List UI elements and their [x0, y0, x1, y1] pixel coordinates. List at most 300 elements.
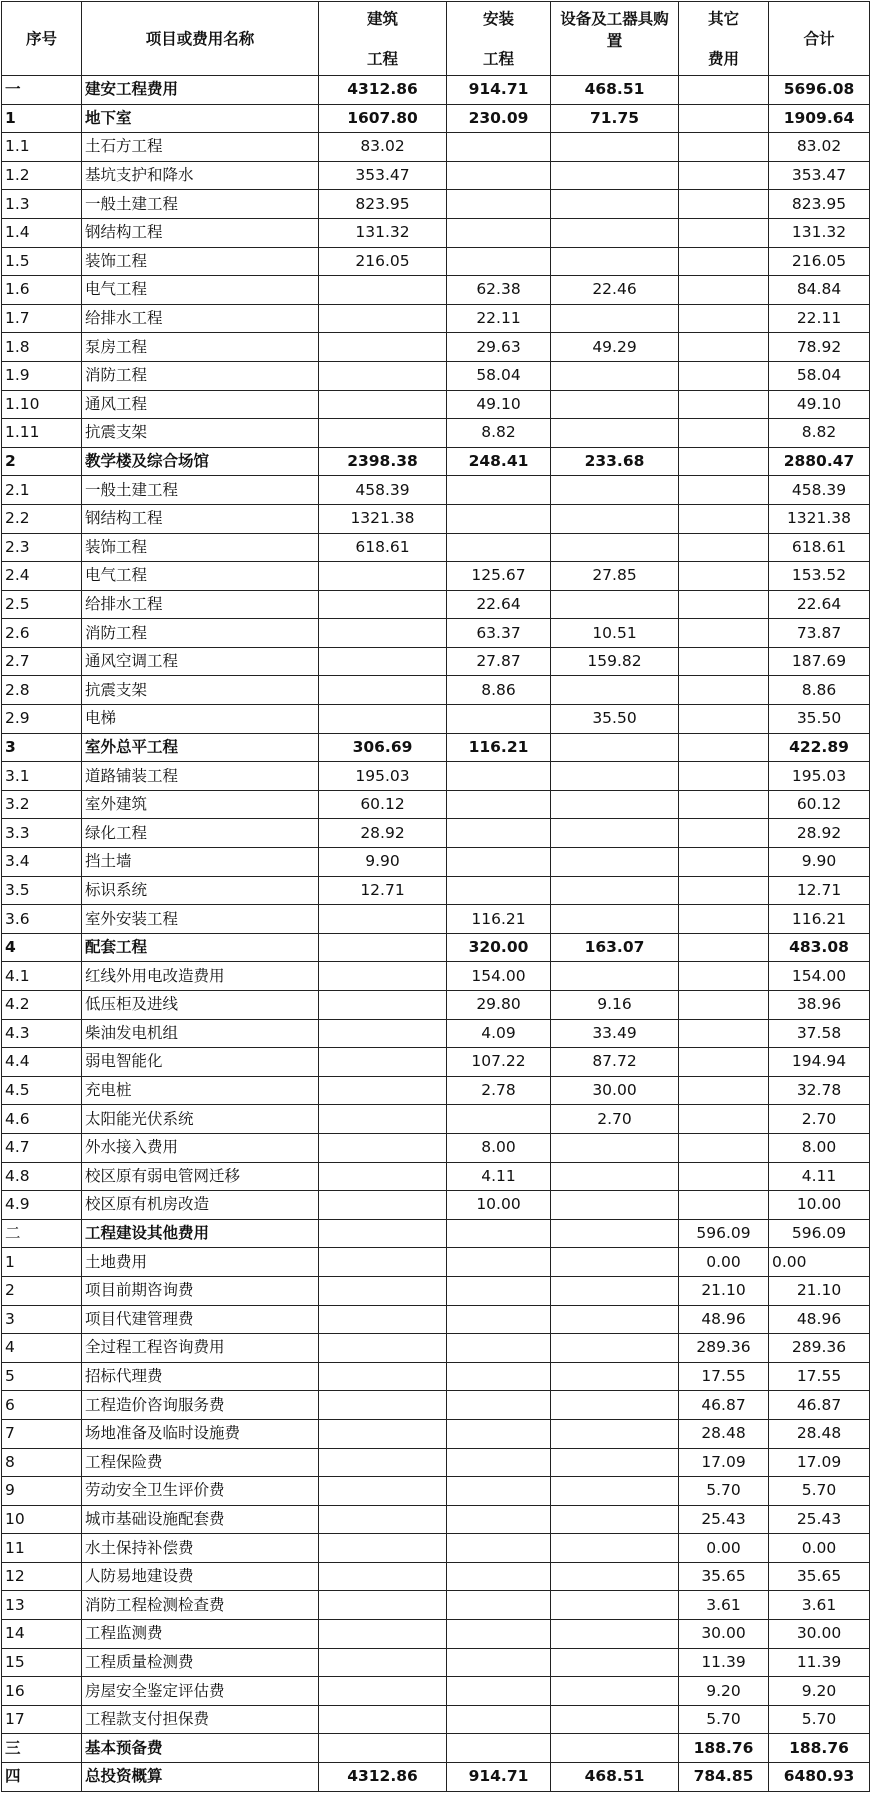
cell-building: [319, 647, 447, 676]
cell-equipment: 27.85: [551, 562, 679, 591]
cell-other: [679, 1162, 769, 1191]
cell-equipment: 468.51: [551, 76, 679, 105]
cell-name: 红线外用电改造费用: [82, 962, 319, 991]
header-no: 序号: [2, 2, 82, 76]
cell-building: [319, 1305, 447, 1334]
cell-other: [679, 905, 769, 934]
cell-install: [447, 1419, 551, 1448]
cell-install: [447, 705, 551, 734]
cell-building: [319, 676, 447, 705]
table-row: [2, 562, 870, 591]
cell-total: 17.09: [769, 1448, 870, 1477]
cell-no: 1.6: [2, 276, 82, 305]
cell-install: 8.86: [447, 676, 551, 705]
table-row: [2, 76, 870, 105]
header-building-top: 建筑: [366, 9, 398, 28]
cell-total: 823.95: [769, 190, 870, 219]
cell-building: [319, 333, 447, 362]
cell-other: [679, 762, 769, 791]
cell-total: 49.10: [769, 390, 870, 419]
table-row: [2, 361, 870, 390]
cell-total: 153.52: [769, 562, 870, 591]
cell-no: 3.6: [2, 905, 82, 934]
cell-other: 188.76: [679, 1734, 769, 1763]
cell-install: [447, 1534, 551, 1563]
table-row: [2, 304, 870, 333]
cell-name: 工程保险费: [82, 1448, 319, 1477]
cell-total: 84.84: [769, 276, 870, 305]
cell-equipment: [551, 790, 679, 819]
cell-building: [319, 361, 447, 390]
cell-install: [447, 762, 551, 791]
table-row: [2, 247, 870, 276]
cell-install: [447, 819, 551, 848]
cell-total: 83.02: [769, 133, 870, 162]
cell-name: 招标代理费: [82, 1362, 319, 1391]
table-row: [2, 533, 870, 562]
cell-install: [447, 504, 551, 533]
cell-total: 1909.64: [769, 104, 870, 133]
cell-building: [319, 276, 447, 305]
cell-other: [679, 304, 769, 333]
cell-equipment: [551, 1620, 679, 1649]
cell-equipment: [551, 733, 679, 762]
cell-install: 320.00: [447, 933, 551, 962]
cell-name: 土石方工程: [82, 133, 319, 162]
cell-install: [447, 1448, 551, 1477]
cell-name: 项目代建管理费: [82, 1305, 319, 1334]
cell-total: 8.00: [769, 1133, 870, 1162]
cell-name: 电梯: [82, 705, 319, 734]
cell-total: 131.32: [769, 218, 870, 247]
table-row: [2, 1191, 870, 1220]
cell-building: [319, 1048, 447, 1077]
cell-building: 306.69: [319, 733, 447, 762]
cell-total: 8.86: [769, 676, 870, 705]
cell-no: 13: [2, 1591, 82, 1620]
cell-no: 一: [2, 76, 82, 105]
cell-equipment: 35.50: [551, 705, 679, 734]
cell-other: 30.00: [679, 1620, 769, 1649]
cell-name: 泵房工程: [82, 333, 319, 362]
cell-install: [447, 1677, 551, 1706]
cell-total: 5.70: [769, 1705, 870, 1734]
cell-no: 1.11: [2, 419, 82, 448]
cell-total: 8.82: [769, 419, 870, 448]
cell-name: 抗震支架: [82, 676, 319, 705]
cell-other: 3.61: [679, 1591, 769, 1620]
table-row: [2, 190, 870, 219]
cell-building: [319, 562, 447, 591]
cell-other: 25.43: [679, 1505, 769, 1534]
cell-equipment: 10.51: [551, 619, 679, 648]
cell-no: 4.2: [2, 991, 82, 1020]
table-row: [2, 1505, 870, 1534]
cell-name: 工程建设其他费用: [82, 1219, 319, 1248]
cell-no: 11: [2, 1534, 82, 1563]
cell-name: 房屋安全鉴定评估费: [82, 1677, 319, 1706]
table-row: [2, 161, 870, 190]
cell-other: [679, 390, 769, 419]
cell-name: 挡土墙: [82, 848, 319, 877]
cell-no: 2.8: [2, 676, 82, 705]
cell-building: [319, 304, 447, 333]
table-row: [2, 1276, 870, 1305]
cell-no: 10: [2, 1505, 82, 1534]
cell-name: 一般土建工程: [82, 476, 319, 505]
cell-building: 618.61: [319, 533, 447, 562]
table-row: [2, 133, 870, 162]
cell-equipment: [551, 161, 679, 190]
table-row: [2, 1734, 870, 1763]
cell-building: 60.12: [319, 790, 447, 819]
cell-building: 195.03: [319, 762, 447, 791]
cell-other: [679, 819, 769, 848]
cell-install: 116.21: [447, 733, 551, 762]
table-row: [2, 1334, 870, 1363]
cell-no: 1.1: [2, 133, 82, 162]
cell-equipment: 233.68: [551, 447, 679, 476]
cell-other: [679, 533, 769, 562]
cell-total: 2880.47: [769, 447, 870, 476]
table-row: [2, 905, 870, 934]
cell-total: 58.04: [769, 361, 870, 390]
cell-install: [447, 1591, 551, 1620]
cell-building: [319, 1162, 447, 1191]
cell-equipment: [551, 476, 679, 505]
table-row: [2, 1591, 870, 1620]
cell-name: 电气工程: [82, 276, 319, 305]
table-row: [2, 933, 870, 962]
cell-no: 1.7: [2, 304, 82, 333]
cell-building: 83.02: [319, 133, 447, 162]
cell-no: 9: [2, 1477, 82, 1506]
investment-estimate-table: [1, 1, 870, 1792]
cell-name: 劳动安全卫生评价费: [82, 1477, 319, 1506]
cell-other: [679, 276, 769, 305]
header-row: [2, 2, 870, 76]
cell-install: [447, 476, 551, 505]
cell-equipment: [551, 304, 679, 333]
cell-equipment: [551, 1248, 679, 1277]
cell-install: 248.41: [447, 447, 551, 476]
cell-name: 土地费用: [82, 1248, 319, 1277]
cell-building: [319, 1391, 447, 1420]
cell-name: 道路铺装工程: [82, 762, 319, 791]
cell-install: [447, 1105, 551, 1134]
cell-building: 4312.86: [319, 76, 447, 105]
cell-no: 4.8: [2, 1162, 82, 1191]
cell-install: [447, 1305, 551, 1334]
cell-equipment: [551, 1276, 679, 1305]
cell-other: 28.48: [679, 1419, 769, 1448]
cell-install: [447, 247, 551, 276]
table-row: [2, 590, 870, 619]
cell-install: [447, 161, 551, 190]
cell-equipment: [551, 390, 679, 419]
cell-name: 城市基础设施配套费: [82, 1505, 319, 1534]
cell-equipment: [551, 1305, 679, 1334]
cell-no: 4.9: [2, 1191, 82, 1220]
cell-name: 一般土建工程: [82, 190, 319, 219]
cell-equipment: 468.51: [551, 1763, 679, 1792]
cell-no: 3.5: [2, 876, 82, 905]
cell-no: 1.4: [2, 218, 82, 247]
cell-equipment: [551, 504, 679, 533]
cell-other: [679, 76, 769, 105]
cell-building: [319, 1133, 447, 1162]
cell-name: 教学楼及综合场馆: [82, 447, 319, 476]
cell-name: 工程监测费: [82, 1620, 319, 1649]
cell-equipment: 22.46: [551, 276, 679, 305]
cell-equipment: [551, 361, 679, 390]
cell-building: [319, 1191, 447, 1220]
cell-other: 17.09: [679, 1448, 769, 1477]
cell-other: [679, 562, 769, 591]
cell-equipment: [551, 1133, 679, 1162]
cell-name: 地下室: [82, 104, 319, 133]
cell-total: 5696.08: [769, 76, 870, 105]
cell-equipment: [551, 218, 679, 247]
cell-no: 14: [2, 1620, 82, 1649]
cell-install: 2.78: [447, 1076, 551, 1105]
cell-name: 低压柜及进线: [82, 991, 319, 1020]
cell-other: [679, 590, 769, 619]
table-row: [2, 104, 870, 133]
cell-other: [679, 447, 769, 476]
cell-name: 装饰工程: [82, 247, 319, 276]
cell-name: 总投资概算: [82, 1763, 319, 1792]
cell-total: 216.05: [769, 247, 870, 276]
cell-building: [319, 1419, 447, 1448]
cell-building: [319, 590, 447, 619]
cell-no: 2.7: [2, 647, 82, 676]
cell-equipment: [551, 590, 679, 619]
cell-equipment: 2.70: [551, 1105, 679, 1134]
cell-equipment: [551, 1334, 679, 1363]
cell-other: [679, 848, 769, 877]
cell-name: 绿化工程: [82, 819, 319, 848]
cell-other: [679, 104, 769, 133]
cell-building: 2398.38: [319, 447, 447, 476]
cell-name: 配套工程: [82, 933, 319, 962]
cell-total: 32.78: [769, 1076, 870, 1105]
cell-install: 63.37: [447, 619, 551, 648]
table-row: [2, 1362, 870, 1391]
cell-equipment: [551, 1562, 679, 1591]
cell-name: 柴油发电机组: [82, 1019, 319, 1048]
cell-install: 914.71: [447, 76, 551, 105]
cell-name: 电气工程: [82, 562, 319, 591]
cell-equipment: [551, 1191, 679, 1220]
cell-other: [679, 876, 769, 905]
cell-name: 场地准备及临时设施费: [82, 1419, 319, 1448]
cell-no: 7: [2, 1419, 82, 1448]
table-row: [2, 1648, 870, 1677]
cell-equipment: 87.72: [551, 1048, 679, 1077]
cell-other: 5.70: [679, 1477, 769, 1506]
cell-name: 工程质量检测费: [82, 1648, 319, 1677]
cell-install: [447, 1276, 551, 1305]
cell-no: 2.3: [2, 533, 82, 562]
cell-name: 通风工程: [82, 390, 319, 419]
cell-building: 4312.86: [319, 1763, 447, 1792]
cell-total: 483.08: [769, 933, 870, 962]
cell-install: [447, 848, 551, 877]
cell-total: 187.69: [769, 647, 870, 676]
cell-equipment: [551, 1477, 679, 1506]
cell-install: 49.10: [447, 390, 551, 419]
cell-name: 钢结构工程: [82, 504, 319, 533]
cell-total: 78.92: [769, 333, 870, 362]
cell-other: [679, 647, 769, 676]
cell-building: [319, 1076, 447, 1105]
table-row: [2, 1419, 870, 1448]
cell-building: [319, 390, 447, 419]
table-header: [2, 2, 870, 76]
cell-equipment: [551, 1419, 679, 1448]
cell-equipment: [551, 1534, 679, 1563]
cell-building: [319, 962, 447, 991]
cell-name: 室外安装工程: [82, 905, 319, 934]
cell-install: [447, 1248, 551, 1277]
cell-name: 给排水工程: [82, 590, 319, 619]
cell-name: 钢结构工程: [82, 218, 319, 247]
cell-equipment: 159.82: [551, 647, 679, 676]
table-row: [2, 819, 870, 848]
header-total: 合计: [769, 2, 870, 76]
cell-install: [447, 1705, 551, 1734]
cell-total: 9.20: [769, 1677, 870, 1706]
header-install: [447, 2, 551, 76]
cell-equipment: [551, 962, 679, 991]
cell-name: 消防工程: [82, 619, 319, 648]
cell-no: 2.2: [2, 504, 82, 533]
cell-building: [319, 905, 447, 934]
cell-equipment: [551, 190, 679, 219]
cell-total: 0.00: [769, 1534, 870, 1563]
table-row: [2, 1705, 870, 1734]
table-row: [2, 1448, 870, 1477]
cell-name: 标识系统: [82, 876, 319, 905]
cell-name: 校区原有机房改造: [82, 1191, 319, 1220]
cell-total: 28.48: [769, 1419, 870, 1448]
cell-install: 27.87: [447, 647, 551, 676]
cell-other: 48.96: [679, 1305, 769, 1334]
cell-equipment: [551, 1734, 679, 1763]
cell-equipment: [551, 419, 679, 448]
cell-no: 2.5: [2, 590, 82, 619]
cell-total: 422.89: [769, 733, 870, 762]
cell-name: 通风空调工程: [82, 647, 319, 676]
cell-building: [319, 1677, 447, 1706]
cell-total: 25.43: [769, 1505, 870, 1534]
cell-other: [679, 676, 769, 705]
cell-equipment: [551, 876, 679, 905]
cell-equipment: 163.07: [551, 933, 679, 962]
cell-install: 29.80: [447, 991, 551, 1020]
cell-total: 2.70: [769, 1105, 870, 1134]
cell-other: [679, 705, 769, 734]
cell-building: [319, 1591, 447, 1620]
cell-equipment: [551, 1505, 679, 1534]
cell-total: 188.76: [769, 1734, 870, 1763]
cell-install: 10.00: [447, 1191, 551, 1220]
cell-total: 154.00: [769, 962, 870, 991]
table-row: [2, 1534, 870, 1563]
cell-equipment: [551, 1219, 679, 1248]
table-row: [2, 1048, 870, 1077]
cell-install: [447, 218, 551, 247]
cell-no: 4.4: [2, 1048, 82, 1077]
cell-other: 289.36: [679, 1334, 769, 1363]
cell-no: 3.1: [2, 762, 82, 791]
cell-install: [447, 533, 551, 562]
cell-equipment: [551, 133, 679, 162]
cell-install: 107.22: [447, 1048, 551, 1077]
cell-other: 596.09: [679, 1219, 769, 1248]
cell-no: 1: [2, 104, 82, 133]
cell-name: 太阳能光伏系统: [82, 1105, 319, 1134]
cell-name: 建安工程费用: [82, 76, 319, 105]
cell-no: 2.9: [2, 705, 82, 734]
cell-total: 28.92: [769, 819, 870, 848]
cell-other: [679, 1019, 769, 1048]
cell-install: 230.09: [447, 104, 551, 133]
table-row: [2, 276, 870, 305]
cell-other: [679, 1191, 769, 1220]
cell-no: 3.2: [2, 790, 82, 819]
cell-no: 1.3: [2, 190, 82, 219]
cell-total: 22.64: [769, 590, 870, 619]
cell-no: 8: [2, 1448, 82, 1477]
cell-install: [447, 1505, 551, 1534]
cell-no: 1.5: [2, 247, 82, 276]
cell-install: [447, 1362, 551, 1391]
table-row: [2, 876, 870, 905]
cell-other: [679, 361, 769, 390]
cell-no: 4.5: [2, 1076, 82, 1105]
cell-install: 62.38: [447, 276, 551, 305]
cell-install: [447, 876, 551, 905]
cell-install: [447, 1734, 551, 1763]
header-install-top: 安装: [482, 9, 514, 28]
table-row: [2, 790, 870, 819]
cell-total: 195.03: [769, 762, 870, 791]
cell-other: 9.20: [679, 1677, 769, 1706]
cell-no: 1.10: [2, 390, 82, 419]
cell-building: [319, 1219, 447, 1248]
cell-install: [447, 1334, 551, 1363]
cell-total: 37.58: [769, 1019, 870, 1048]
cell-building: 353.47: [319, 161, 447, 190]
cell-no: 4: [2, 1334, 82, 1363]
header-building-bottom: 工程: [366, 49, 398, 68]
cell-install: 4.09: [447, 1019, 551, 1048]
cell-name: 充电桩: [82, 1076, 319, 1105]
table-row: [2, 676, 870, 705]
cell-total: 35.50: [769, 705, 870, 734]
cell-name: 基坑支护和降水: [82, 161, 319, 190]
cell-no: 3.3: [2, 819, 82, 848]
cell-install: 58.04: [447, 361, 551, 390]
cell-total: 6480.93: [769, 1763, 870, 1792]
header-name: 项目或费用名称: [82, 2, 319, 76]
cell-no: 四: [2, 1763, 82, 1792]
cell-building: 12.71: [319, 876, 447, 905]
cell-building: [319, 1448, 447, 1477]
cell-other: [679, 504, 769, 533]
